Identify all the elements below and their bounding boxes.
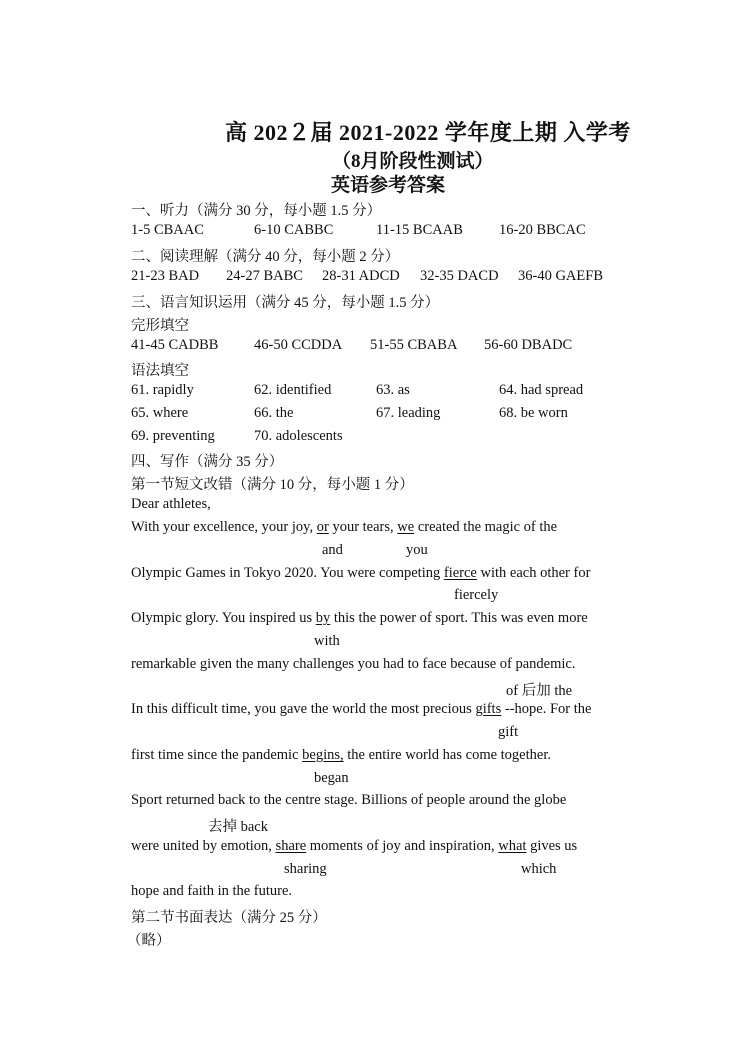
grammar-answer: 68. be worn — [499, 405, 568, 421]
language-heading: 三、语言知识运用（满分 45 分，每小题 1.5 分） — [131, 295, 440, 311]
passage-line: In this difficult time, you gave the world the most precious gifts --hope. For the — [131, 701, 592, 717]
page-title: 高 202２届 2021-2022 学年度上期 入学考 — [225, 120, 631, 145]
grammar-answer: 67. leading — [376, 405, 441, 421]
passage-line: Olympic glory. You inspired us by this the power of sport. This was even more — [131, 610, 588, 626]
passage-line: were united by emotion, share moments of joy and inspiration, what gives us — [131, 838, 578, 854]
passage-line: first time since the pandemic begins, the entire world has come together. — [131, 747, 551, 763]
grammar-answer: 63. as — [376, 382, 410, 398]
passage-line: hope and faith in the future. — [131, 883, 293, 899]
grammar-answer: 64. had spread — [499, 382, 584, 398]
cloze-answer: 41-45 CADBB — [131, 337, 219, 353]
passage-line: Sport returned back to the centre stage. Billions of people around the globe — [131, 792, 567, 808]
passage-line: remarkable given the many challenges you had to face because of pandemic. — [131, 656, 576, 672]
error-mark: begins, — [302, 747, 344, 763]
grammar-answer: 65. where — [131, 405, 189, 421]
correction-text: fiercely — [454, 587, 499, 603]
correction-text: 去掉 back — [208, 819, 268, 835]
error-mark: fierce — [443, 565, 477, 581]
correction-text: you — [406, 542, 428, 558]
correction-text: began — [314, 770, 349, 786]
cloze-answer: 56-60 DBADC — [484, 337, 573, 353]
correction-text: and — [322, 542, 343, 558]
error-mark: gifts — [475, 701, 502, 717]
error-mark: share — [275, 838, 307, 854]
error-mark: we — [397, 519, 415, 535]
reading-answer: 24-27 BABC — [226, 268, 303, 284]
cloze-label: 完形填空 — [131, 318, 189, 334]
writing-heading: 四、写作（满分 35 分） — [131, 454, 284, 470]
cloze-answer: 51-55 CBABA — [370, 337, 458, 353]
essay-heading: 第二节书面表达（满分 25 分） — [131, 910, 327, 926]
letter-greeting: Dear athletes, — [131, 496, 211, 512]
essay-note: （略） — [127, 933, 171, 949]
error-mark: or — [316, 519, 329, 535]
cloze-answer: 46-50 CCDDA — [254, 337, 343, 353]
reading-answer: 28-31 ADCD — [322, 268, 400, 284]
page-subject-title: 英语参考答案 — [331, 175, 446, 196]
reading-answer: 32-35 DACD — [420, 268, 499, 284]
reading-answer: 36-40 GAEFB — [518, 268, 603, 284]
page-subtitle: （8月阶段性测试） — [332, 151, 494, 172]
grammar-answer: 70. adolescents — [254, 428, 343, 444]
listening-heading: 一、听力（满分 30 分，每小题 1.5 分） — [131, 203, 382, 219]
listening-answer: 16-20 BBCAC — [499, 222, 586, 238]
correction-text: gift — [498, 724, 519, 740]
grammar-answer: 61. rapidly — [131, 382, 194, 398]
passage-line: With your excellence, your joy, or your tears, we created the magic of the — [131, 519, 558, 535]
passage-line: Olympic Games in Tokyo 2020. You were competing fierce with each other for — [131, 565, 591, 581]
correction-text: sharing — [284, 861, 327, 877]
error-mark: by — [315, 610, 331, 626]
grammar-label: 语法填空 — [131, 363, 189, 379]
listening-answer: 6-10 CABBC — [254, 222, 334, 238]
error-correction-heading: 第一节短文改错（满分 10 分，每小题 1 分） — [131, 477, 414, 493]
correction-text: with — [314, 633, 340, 649]
correction-text: of 后加 the — [506, 683, 573, 699]
listening-answer: 11-15 BCAAB — [376, 222, 463, 238]
correction-text: which — [521, 861, 557, 877]
reading-answer: 21-23 BAD — [131, 268, 200, 284]
grammar-answer: 69. preventing — [131, 428, 215, 444]
listening-answer: 1-5 CBAAC — [131, 222, 204, 238]
reading-heading: 二、阅读理解（满分 40 分，每小题 2 分） — [131, 249, 400, 265]
grammar-answer: 66. the — [254, 405, 294, 421]
error-mark: what — [498, 838, 527, 854]
grammar-answer: 62. identified — [254, 382, 332, 398]
